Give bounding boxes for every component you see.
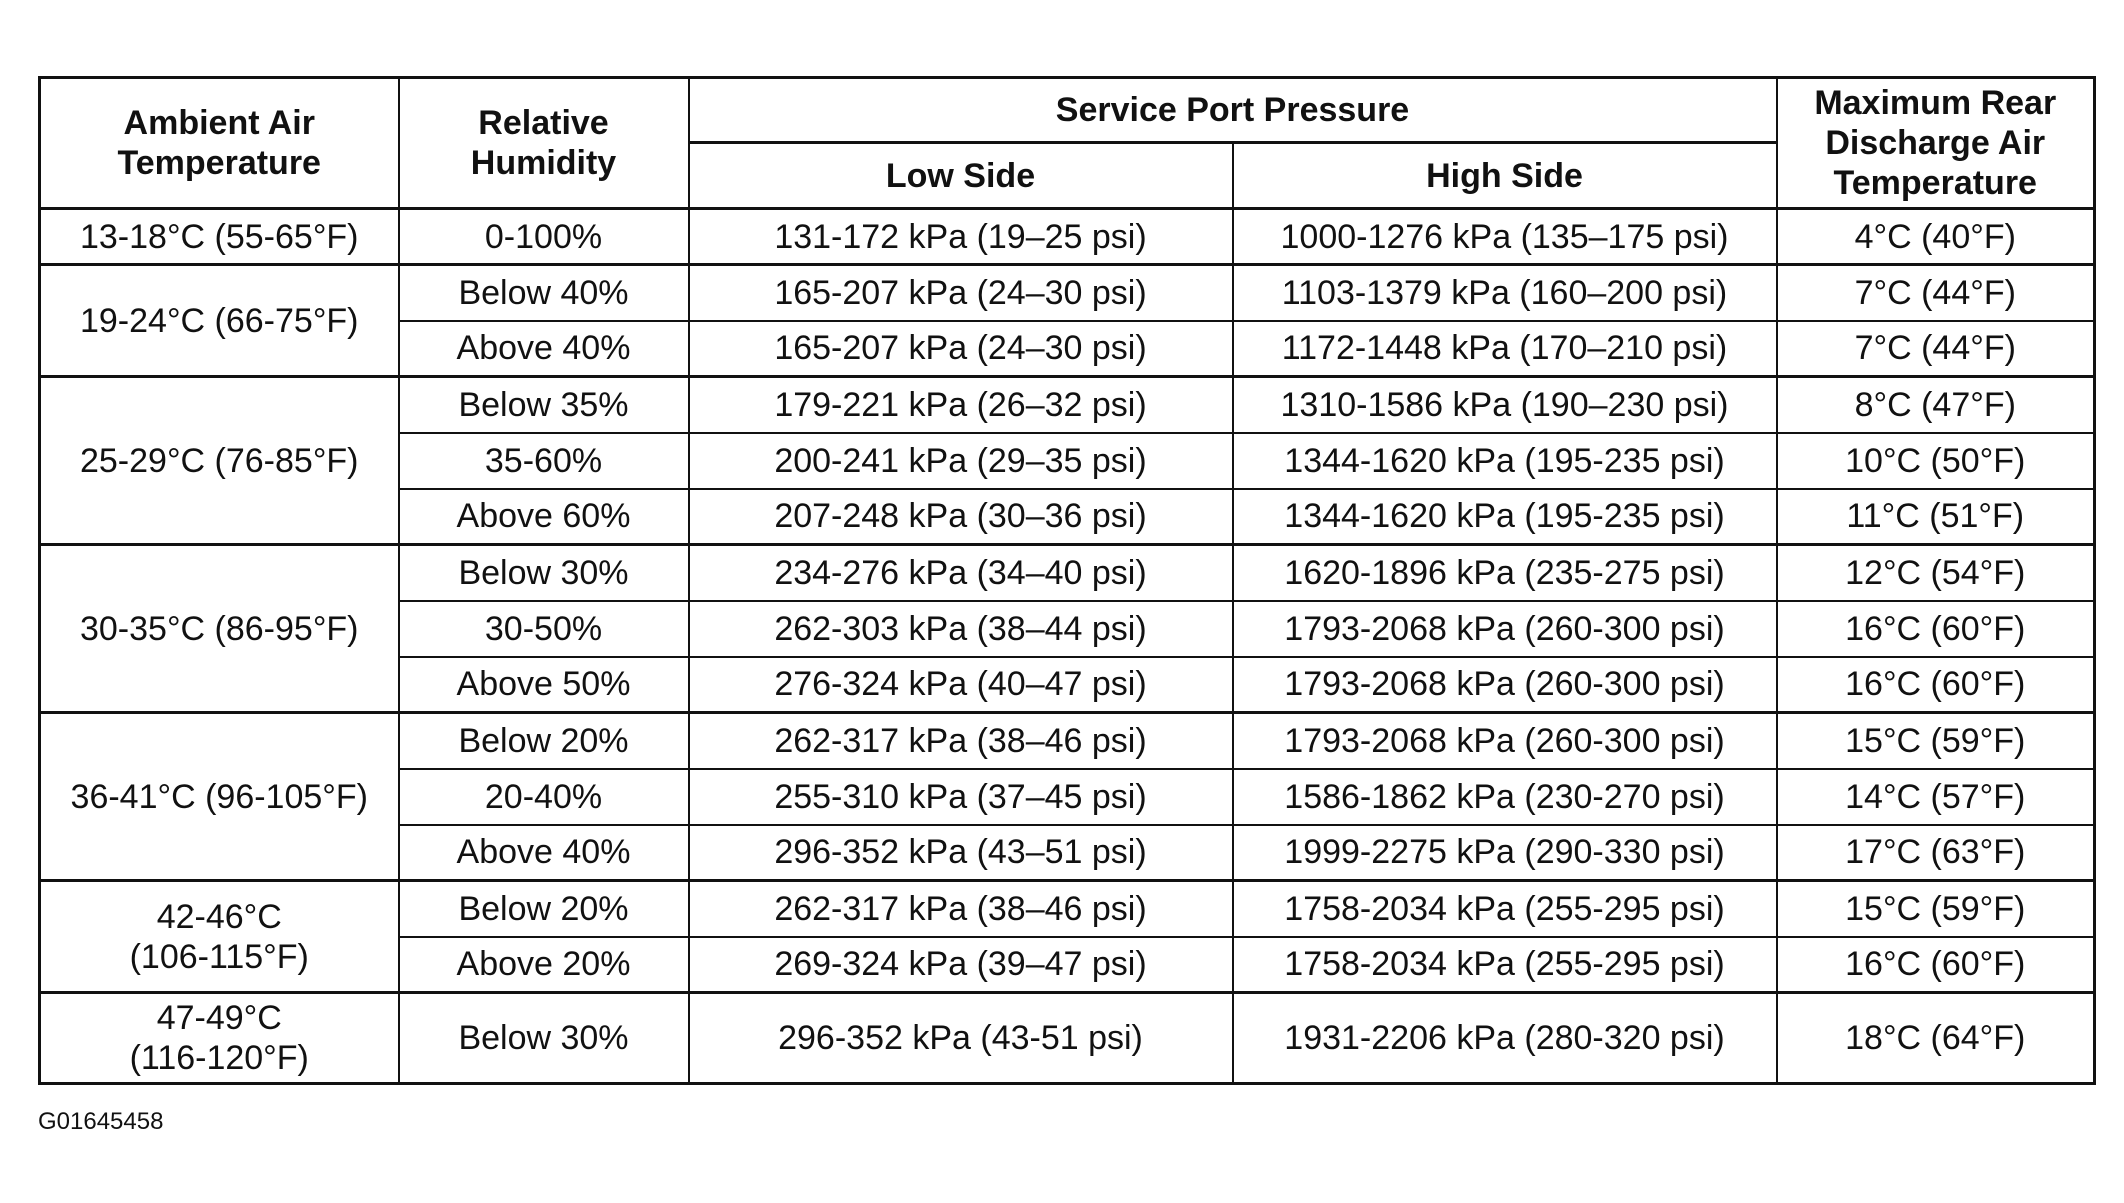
high-side-pressure-cell: 1999-2275 kPa (290-330 psi) (1233, 825, 1777, 881)
low-side-pressure-cell: 262-317 kPa (38–46 psi) (689, 881, 1233, 937)
max-discharge-temp-cell: 8°C (47°F) (1777, 377, 2095, 433)
humidity-cell: 30-50% (399, 601, 689, 657)
max-discharge-temp-cell: 10°C (50°F) (1777, 433, 2095, 489)
table-row (40, 713, 2095, 769)
ambient-temperature-cell: 13-18°C (55-65°F) (40, 209, 399, 265)
ambient-temperature-cell: 30-35°C (86-95°F) (40, 545, 399, 713)
table-row (40, 377, 2095, 433)
ambient-temperature-cell: 25-29°C (76-85°F) (40, 377, 399, 545)
humidity-cell: Above 60% (399, 489, 689, 545)
high-side-pressure-cell: 1172-1448 kPa (170–210 psi) (1233, 321, 1777, 377)
low-side-pressure-cell: 262-303 kPa (38–44 psi) (689, 601, 1233, 657)
max-discharge-temp-cell: 18°C (64°F) (1777, 993, 2095, 1084)
high-side-pressure-cell: 1758-2034 kPa (255-295 psi) (1233, 881, 1777, 937)
max-discharge-temp-cell: 7°C (44°F) (1777, 265, 2095, 321)
humidity-cell: Below 30% (399, 993, 689, 1084)
header-max-rear-discharge-air-temperature: Maximum Rear Discharge Air Temperature (1777, 78, 2095, 209)
high-side-pressure-cell: 1586-1862 kPa (230-270 psi) (1233, 769, 1777, 825)
table-row (40, 209, 2095, 265)
high-side-pressure-cell: 1793-2068 kPa (260-300 psi) (1233, 713, 1777, 769)
high-side-pressure-cell: 1344-1620 kPa (195-235 psi) (1233, 489, 1777, 545)
table-body (40, 209, 2095, 1084)
ambient-temperature-cell: 19-24°C (66-75°F) (40, 265, 399, 377)
table-row (40, 993, 2095, 1084)
low-side-pressure-cell: 296-352 kPa (43-51 psi) (689, 993, 1233, 1084)
high-side-pressure-cell: 1931-2206 kPa (280-320 psi) (1233, 993, 1777, 1084)
max-discharge-temp-cell: 16°C (60°F) (1777, 601, 2095, 657)
table-row (40, 545, 2095, 601)
humidity-cell: Above 40% (399, 321, 689, 377)
low-side-pressure-cell: 200-241 kPa (29–35 psi) (689, 433, 1233, 489)
humidity-cell: Above 50% (399, 657, 689, 713)
low-side-pressure-cell: 255-310 kPa (37–45 psi) (689, 769, 1233, 825)
high-side-pressure-cell: 1758-2034 kPa (255-295 psi) (1233, 937, 1777, 993)
max-discharge-temp-cell: 15°C (59°F) (1777, 713, 2095, 769)
low-side-pressure-cell: 165-207 kPa (24–30 psi) (689, 265, 1233, 321)
pressure-temperature-table (38, 76, 2096, 1085)
humidity-cell: 35-60% (399, 433, 689, 489)
high-side-pressure-cell: 1344-1620 kPa (195-235 psi) (1233, 433, 1777, 489)
low-side-pressure-cell: 207-248 kPa (30–36 psi) (689, 489, 1233, 545)
low-side-pressure-cell: 131-172 kPa (19–25 psi) (689, 209, 1233, 265)
low-side-pressure-cell: 179-221 kPa (26–32 psi) (689, 377, 1233, 433)
table-header (40, 78, 2095, 209)
ambient-temperature-cell: 42-46°C (106-115°F) (40, 881, 399, 993)
high-side-pressure-cell: 1310-1586 kPa (190–230 psi) (1233, 377, 1777, 433)
max-discharge-temp-cell: 16°C (60°F) (1777, 657, 2095, 713)
low-side-pressure-cell: 276-324 kPa (40–47 psi) (689, 657, 1233, 713)
max-discharge-temp-cell: 4°C (40°F) (1777, 209, 2095, 265)
max-discharge-temp-cell: 12°C (54°F) (1777, 545, 2095, 601)
high-side-pressure-cell: 1793-2068 kPa (260-300 psi) (1233, 601, 1777, 657)
humidity-cell: Below 30% (399, 545, 689, 601)
humidity-cell: Below 40% (399, 265, 689, 321)
header-relative-humidity: Relative Humidity (399, 78, 689, 209)
low-side-pressure-cell: 262-317 kPa (38–46 psi) (689, 713, 1233, 769)
humidity-cell: 20-40% (399, 769, 689, 825)
header-low-side: Low Side (689, 143, 1233, 209)
table-row (40, 881, 2095, 937)
humidity-cell: Below 20% (399, 881, 689, 937)
header-ambient-air-temperature: Ambient Air Temperature (40, 78, 399, 209)
humidity-cell: 0-100% (399, 209, 689, 265)
humidity-cell: Above 40% (399, 825, 689, 881)
high-side-pressure-cell: 1620-1896 kPa (235-275 psi) (1233, 545, 1777, 601)
low-side-pressure-cell: 269-324 kPa (39–47 psi) (689, 937, 1233, 993)
high-side-pressure-cell: 1000-1276 kPa (135–175 psi) (1233, 209, 1777, 265)
humidity-cell: Below 35% (399, 377, 689, 433)
header-service-port-pressure: Service Port Pressure (689, 78, 1777, 143)
max-discharge-temp-cell: 11°C (51°F) (1777, 489, 2095, 545)
ambient-temperature-cell: 36-41°C (96-105°F) (40, 713, 399, 881)
max-discharge-temp-cell: 16°C (60°F) (1777, 937, 2095, 993)
ambient-temperature-cell: 47-49°C (116-120°F) (40, 993, 399, 1084)
low-side-pressure-cell: 165-207 kPa (24–30 psi) (689, 321, 1233, 377)
high-side-pressure-cell: 1103-1379 kPa (160–200 psi) (1233, 265, 1777, 321)
low-side-pressure-cell: 296-352 kPa (43–51 psi) (689, 825, 1233, 881)
high-side-pressure-cell: 1793-2068 kPa (260-300 psi) (1233, 657, 1777, 713)
header-high-side: High Side (1233, 143, 1777, 209)
max-discharge-temp-cell: 17°C (63°F) (1777, 825, 2095, 881)
low-side-pressure-cell: 234-276 kPa (34–40 psi) (689, 545, 1233, 601)
figure-id-label: G01645458 (38, 1108, 164, 1135)
table-row (40, 265, 2095, 321)
humidity-cell: Above 20% (399, 937, 689, 993)
max-discharge-temp-cell: 14°C (57°F) (1777, 769, 2095, 825)
humidity-cell: Below 20% (399, 713, 689, 769)
max-discharge-temp-cell: 15°C (59°F) (1777, 881, 2095, 937)
max-discharge-temp-cell: 7°C (44°F) (1777, 321, 2095, 377)
